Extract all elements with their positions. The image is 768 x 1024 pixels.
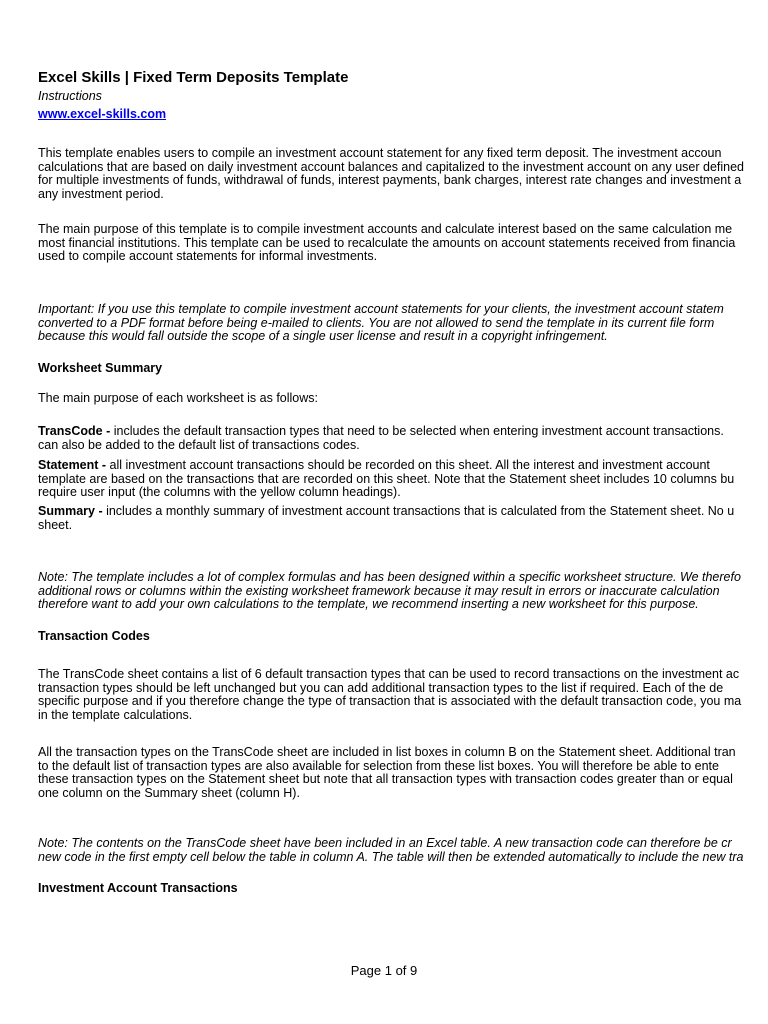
text-line: any investment period. xyxy=(38,186,164,201)
text-line: to the default list of transaction types are also available for selection from these list boxes. You will therefore be able to ente xyxy=(38,758,719,773)
text-line: require user input (the columns with the yellow column headings). xyxy=(38,485,401,500)
text-line: can also be added to the default list of transactions codes. xyxy=(38,437,360,452)
text-line: All the transaction types on the TransCode sheet are included in list boxes in column B on the Statement sheet. Additional tran xyxy=(38,745,736,759)
transcode-label: TransCode - xyxy=(38,424,111,438)
text-line: converted to a PDF format before being e-mailed to clients. You are not allowed to send the template in its current file form xyxy=(38,315,715,330)
text-line: because this would fall outside the scope of a single user license and result in a copyright infringement. xyxy=(38,329,608,344)
text-line: specific purpose and if you therefore change the type of transaction that is associated with the default transaction code, you ma xyxy=(38,694,742,709)
text-line xyxy=(38,425,724,439)
important-note xyxy=(38,303,724,344)
summary-text: includes a monthly summary of investment account transactions that is calculated from the Statement sheet. No u xyxy=(102,504,735,518)
document-title: Excel Skills | Fixed Term Deposits Template xyxy=(38,69,349,86)
transaction-codes-heading: Transaction Codes xyxy=(38,629,150,643)
transcode-description xyxy=(38,425,724,452)
text-line: one column on the Summary sheet (column H). xyxy=(38,785,300,800)
text-line: transaction types should be left unchanged but you can add additional transaction types to the list if required. Each of the de xyxy=(38,680,724,695)
intro-paragraph xyxy=(38,147,744,201)
statement-text: all investment account transactions should be recorded on this sheet. All the interest and investment account xyxy=(106,458,710,472)
worksheet-summary-intro: The main purpose of each worksheet is as follows: xyxy=(38,391,318,405)
text-line: template are based on the transactions that are recorded on this sheet. Note that the Statement sheet includes 10 columns bu xyxy=(38,471,735,486)
structure-note xyxy=(38,571,741,612)
summary-description xyxy=(38,505,734,532)
summary-label: Summary - xyxy=(38,504,103,518)
investment-transactions-heading: Investment Account Transactions xyxy=(38,881,238,895)
text-line: these transaction types on the Statement sheet but note that all transaction types with transaction codes greater than or equal xyxy=(38,772,733,787)
text-line: new code in the first empty cell below the table in column A. The table will then be extended automatically to include the new tra xyxy=(38,849,744,864)
text-line: calculations that are based on daily investment account balances and capitalized to the investment account on any user defined xyxy=(38,159,744,174)
list-boxes-paragraph xyxy=(38,746,736,800)
statement-description xyxy=(38,459,734,500)
transaction-codes-paragraph xyxy=(38,668,741,722)
text-line xyxy=(38,459,734,473)
worksheet-summary-heading: Worksheet Summary xyxy=(38,361,163,375)
text-line: therefore want to add your own calculations to the template, we recommend inserting a new worksheet for this purpose. xyxy=(38,597,699,612)
purpose-paragraph xyxy=(38,223,735,264)
text-line: Important: If you use this template to compile investment account statements for your clients, the investment account statem xyxy=(38,302,724,316)
website-link[interactable]: www.excel-skills.com xyxy=(38,107,167,121)
text-line: for multiple investments of funds, withdrawal of funds, interest payments, bank charges, interest rate changes and investment a xyxy=(38,173,742,188)
text-line: This template enables users to compile an investment account statement for any fixed term deposit. The investment accoun xyxy=(38,146,722,160)
excel-table-note xyxy=(38,837,744,864)
text-line: Note: The contents on the TransCode sheet have been included in an Excel table. A new transaction code can therefore be cr xyxy=(38,836,732,850)
text-line: additional rows or columns within the existing worksheet framework because it may result in errors or inaccurate calculation xyxy=(38,583,720,598)
transcode-text: includes the default transaction types that need to be selected when entering investment account transactions. xyxy=(110,424,724,438)
text-line: The main purpose of this template is to compile investment accounts and calculate interest based on the same calculation me xyxy=(38,222,733,236)
statement-label: Statement - xyxy=(38,458,107,472)
text-line: Note: The template includes a lot of complex formulas and has been designed within a specific worksheet structure. We therefo xyxy=(38,570,741,584)
text-line xyxy=(38,505,734,519)
text-line: most financial institutions. This template can be used to recalculate the amounts on account statements received from financia xyxy=(38,235,736,250)
text-line: The TransCode sheet contains a list of 6 default transaction types that can be used to record transactions on the investment ac xyxy=(38,667,740,681)
text-line: used to compile account statements for informal investments. xyxy=(38,249,378,264)
document-subtitle: Instructions xyxy=(38,89,102,103)
page-number: Page 1 of 9 xyxy=(350,963,418,978)
text-line: sheet. xyxy=(38,517,73,532)
text-line: in the template calculations. xyxy=(38,707,193,722)
